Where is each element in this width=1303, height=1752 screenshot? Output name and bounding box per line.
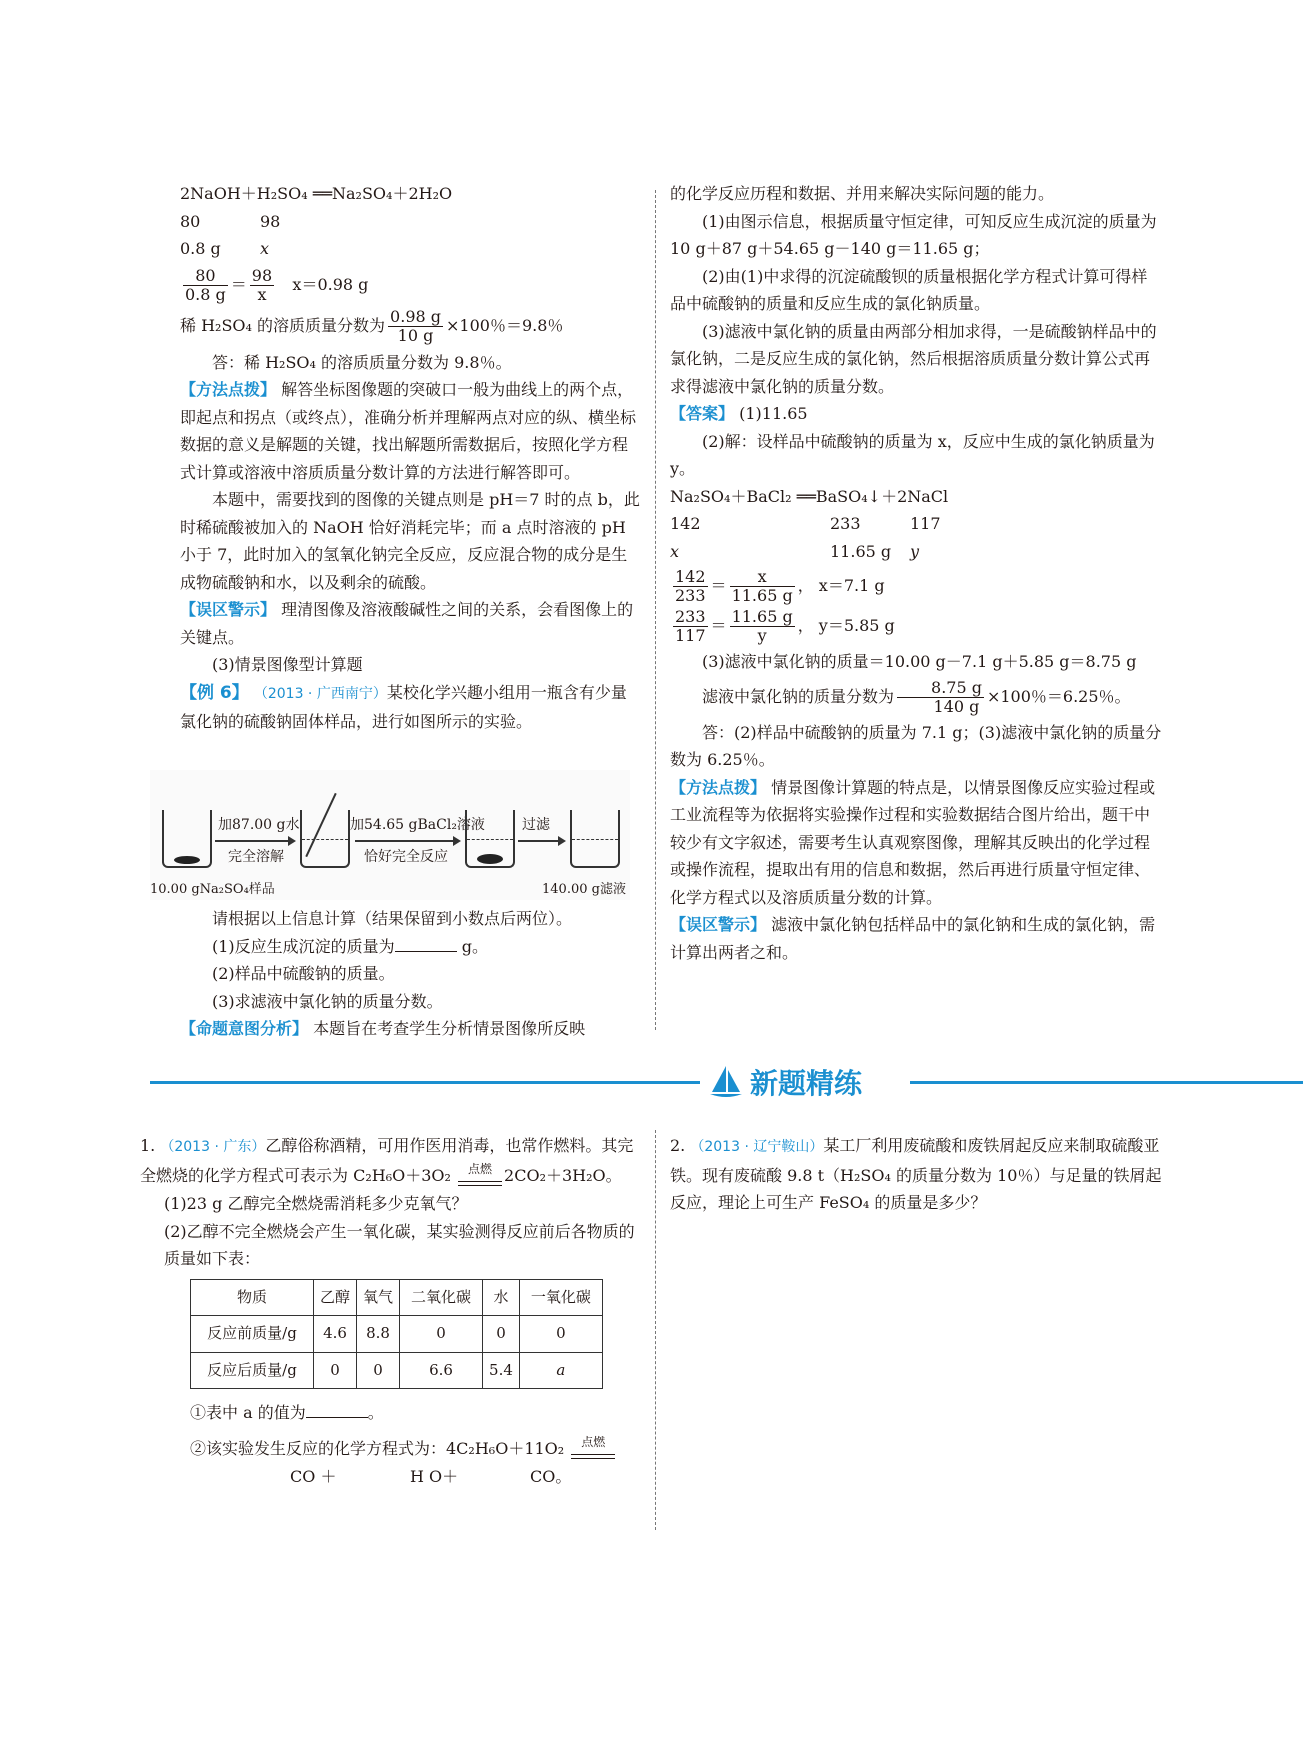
question-2-block: [670, 1132, 1162, 1217]
solution-step-1: (1)由图示信息，根据质量守恒定律，可知反应生成沉淀的质量为 10 g＋87 g＋54.65 g－140 g＝11.65 g；: [670, 211, 1157, 258]
left-column-bottom: [180, 905, 642, 1043]
ratio-row-1: 80 98: [180, 211, 281, 231]
question-1-block: [140, 1132, 645, 1491]
step2-sublabel: 恰好完全反应: [364, 849, 448, 865]
q1-sub-2-products: CO ＋ H O＋ CO。: [290, 1467, 572, 1486]
beaker-sample: [162, 810, 212, 868]
column-divider-top: [655, 190, 656, 1030]
intent-continuation: 的化学反应历程和数据、并用来解决实际问题的能力。: [670, 184, 1055, 203]
section-heading: (3)情景图像型计算题: [212, 655, 363, 674]
solution-step-2: (2)由(1)中求得的沉淀硫酸钡的质量根据化学方程式计算可得样品中硫酸钠的质量和反应生成的氯化钠质量。: [670, 266, 1148, 313]
answer-2: (2)解：设样品中硫酸钠的质量为 x，反应中生成的氯化钠质量为 y。: [670, 431, 1155, 478]
step1-sublabel: 完全溶解: [228, 849, 284, 865]
filtrate-label: 140.00 g滤液: [542, 882, 626, 897]
question-intro: 请根据以上信息计算（结果保留到小数点后两位）。: [212, 909, 573, 928]
step1-label: 加87.00 g水: [218, 817, 300, 833]
intent-analysis: 【命题意图分析】 本题旨在考查学生分析情景图像所反映: [180, 1019, 586, 1038]
example-6: 【例 6】 （2013 · 广西南宁）某校化学兴趣小组用一瓶含有少量氯化钠的硫酸钠固体样品，进行如图所示的实验。: [180, 682, 627, 731]
section-banner: [150, 1062, 1153, 1102]
q1-sub-1: ①表中 a 的值为 。: [190, 1403, 384, 1422]
answer-blank-a[interactable]: [306, 1401, 368, 1418]
q2-stem: 2. （2013 · 辽宁鞍山）某工厂利用废硫酸和废铁屑起反应来制取硫酸亚铁。现有废硫酸 9.8 t（H₂SO₄ 的质量分数为 10％）与足量的铁屑起反应，理论上可生产 FeSO₄ 的质量是多少？: [670, 1136, 1162, 1212]
analysis-paragraph: 本题中，需要找到的图像的关键点则是 pH＝7 时的点 b，此时稀硫酸被加入的 NaOH 恰好消耗完毕；而 a 点时溶液的 pH 小于 7，此时加入的氢氧化钠完全反应，反应混合物的成分是生成物硫酸钠和水，以及剩余的硫酸。: [180, 490, 640, 592]
mass-table: [190, 1279, 603, 1390]
sailboat-icon: [708, 1064, 744, 1100]
ratio-row-r1: 142 233 117: [670, 514, 941, 533]
answer-line: 答：稀 H₂SO₄ 的溶质质量分数为 9.8％。: [212, 352, 512, 372]
warning-tip: 【误区警示】 理清图像及溶液酸碱性之间的关系，会看图像上的关键点。: [180, 600, 634, 647]
arrow-step1: [215, 840, 290, 842]
answer-3: (3)滤液中氯化钠的质量＝10.00 g－7.1 g＋5.85 g＝8.75 g: [702, 652, 1137, 671]
q1-part-2: (2)乙醇不完全燃烧会产生一氧化碳，某实验测得反应前后各物质的质量如下表：: [164, 1221, 635, 1268]
question-2: (2)样品中硫酸钠的质量。: [212, 964, 395, 983]
left-column: [180, 180, 642, 736]
table-header-row: 物质 乙醇 氧气 二氧化碳 水 一氧化碳: [191, 1279, 603, 1316]
banner-line-left: [150, 1081, 700, 1084]
equation-naoh: 2NaOH＋H₂SO₄ ══Na₂SO₄＋2H₂O: [180, 184, 453, 203]
answer-section: 【答案】 (1)11.65: [670, 404, 808, 423]
final-answer: 答：(2)样品中硫酸钠的质量为 7.1 g；(3)滤液中氯化钠的质量分数为 6.25％。: [670, 722, 1162, 769]
mass-fraction-line: 稀 H₂SO₄ 的溶质质量分数为 $\frac{0.98 g}{10 g}$ ×100％＝9.8％: [180, 306, 564, 345]
table-row: 反应后质量/g 0 0 6.6 5.4 a: [191, 1352, 603, 1389]
question-1: (1)反应生成沉淀的质量为 g。: [212, 936, 489, 956]
table-row: 反应前质量/g 4.6 8.8 0 0 0: [191, 1316, 603, 1353]
proportion-equation: $\frac{80}{0.8 g}$ ＝ $\frac{98}{x}$ x＝0.98 g: [185, 265, 369, 304]
method-tip: 【方法点拨】 解答坐标图像题的突破口一般为曲线上的两个点，即起点和拐点（或终点），准确分析并理解两点对应的纵、横坐标数据的意义是解题的关键，找出解题所需数据后，按照化学方程式计算或溶液中溶质质量分数计算的方法进行解答即可。: [180, 380, 637, 482]
step3-label: 过滤: [522, 817, 550, 833]
q1-stem: 1. （2013 · 广东）乙醇俗称酒精，可用作医用消毒，也常作燃料。其完全燃烧的化学方程式可表示为 C₂H₆O＋3O₂ 点燃 2CO₂＋3H₂O。: [140, 1136, 634, 1185]
beaker-filtrate: [570, 810, 620, 868]
right-column: [670, 180, 1162, 966]
beaker-reacted: [465, 810, 515, 868]
proportion-y: $\frac{233}{117}$ ＝ $\frac{11.65 g}{y}$ ， y＝5.85 g: [675, 607, 895, 645]
ratio-row-r2: x 11.65 g y: [670, 541, 920, 561]
warning-tip-right: 【误区警示】 滤液中氯化钠包括样品中的氯化钠和生成的氯化钠，需计算出两者之和。: [670, 915, 1156, 962]
q1-sub-2: ②该实验发生反应的化学方程式为：4C₂H₆O＋11O₂ 点燃: [140, 1435, 645, 1464]
arrow-step3: [518, 840, 560, 842]
solution-step-3: (3)滤液中氯化钠的质量由两部分相加求得，一是硫酸钠样品中的氯化钠，二是反应生成的氯化钠，然后根据溶质质量分数计算公式再求得滤液中氯化钠的质量分数。: [670, 321, 1157, 396]
sample-label: 10.00 gNa₂SO₄样品: [150, 882, 275, 897]
experiment-figure: [150, 770, 630, 900]
banner-line-right: [910, 1081, 1303, 1084]
column-divider-bottom: [655, 1130, 656, 1530]
q1-part-1: (1)23 g 乙醇完全燃烧需消耗多少克氧气？: [164, 1194, 468, 1213]
arrow-step2: [355, 840, 455, 842]
answer-3-fraction: 滤液中氯化钠的质量分数为 $\frac{8.75 g}{140 g}$ ×100％＝6.25％。: [702, 677, 1131, 716]
question-3: (3)求滤液中氯化钠的质量分数。: [212, 991, 443, 1011]
proportion-x: $\frac{142}{233}$ ＝ $\frac{x}{11.65 g}$ ， x＝7.1 g: [675, 567, 885, 605]
answer-blank[interactable]: [395, 935, 457, 952]
ratio-row-2: 0.8 g x: [180, 239, 270, 258]
banner-title: 新题精练: [750, 1067, 863, 1100]
step2-label: 加54.65 gBaCl₂溶液: [350, 817, 485, 833]
equation-baso4: Na₂SO₄＋BaCl₂ ══BaSO₄↓＋2NaCl: [670, 486, 949, 506]
method-tip-right: 【方法点拨】 情景图像计算题的特点是，以情景图像反应实验过程或工业流程等为依据将实验操作过程和实验数据结合图片给出，题干中较少有文字叙述，需要考生认真观察图像，理解其反映出的化学过程或操作流程，提取出有用的信息和数据，然后再进行质量守恒定律、化学方程式以及溶质质量分数的计算。: [670, 777, 1156, 907]
